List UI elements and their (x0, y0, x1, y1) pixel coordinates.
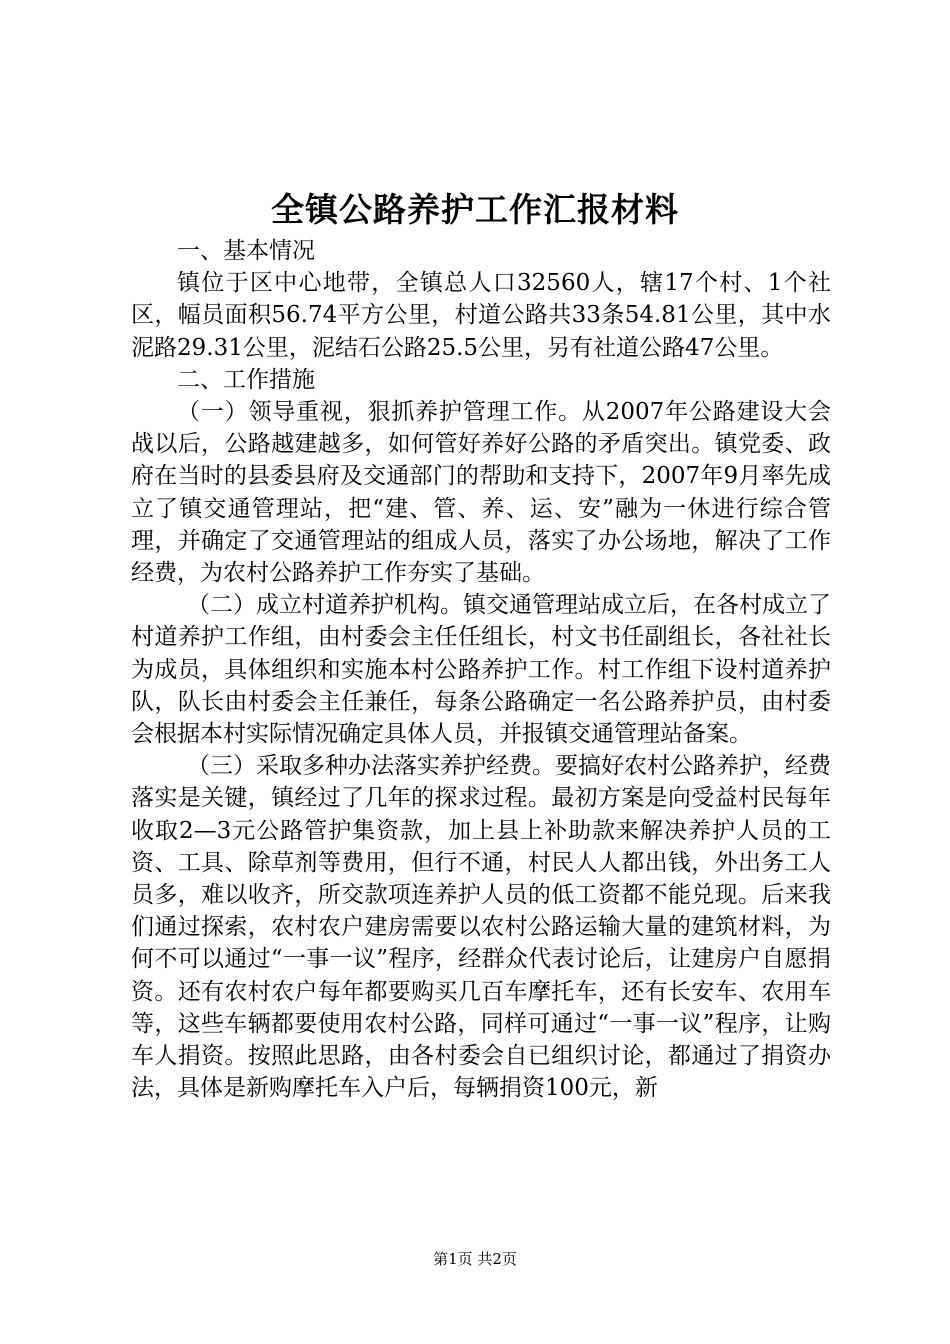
document-title: 全镇公路养护工作汇报材料 (271, 190, 679, 229)
paragraph-measure-1: （一）领导重视，狠抓养护管理工作。从2007年公路建设大会战以后，公路越建越多，如何管好养好公路的矛盾突出。镇党委、政府在当时的县委县府及交通部门的帮助和支持下，2007年9月率先成立了镇交通管理站，把“建、管、养、运、安”融为一休进行综合管理，并确定了交通管理站的组成人员，落实了办公场地，解决了工作经费，为农村公路养护工作夯实了基础。 (131, 399, 831, 587)
section-heading-basic-info: 一、基本情况 (177, 238, 315, 264)
paragraph-measure-3: （三）采取多种办法落实养护经费。要搞好农村公路养护，经费落实是关键，镇经过了几年的探求过程。最初方案是向受益村民每年收取2—3元公路管护集资款，加上县上补助款来解决养护人员的工资、工具、除草剂等费用，但行不通，村民人人都出钱，外出务工人员多，难以收齐，所交款项连养护人员的低工资都不能兑现。后来我们通过探索，农村农户建房需要以农村公路运输大量的建筑材料，为何不可以通过“一事一议”程序，经群众代表讨论后，让建房户自愿捐资。还有农村农户每年都要购买几百车摩托车，还有长安车、农用车等，这些车辆都要使用农村公路，同样可通过“一事一议”程序，让购车人捐资。按照此思路，由各村委会自已组织讨论，都通过了捐资办法，具体是新购摩托车入户后，每辆捐资100元，新 (131, 753, 831, 1102)
page-number-footer: 第1页 共2页 (433, 1250, 517, 1268)
paragraph-basic-info: 镇位于区中心地带，全镇总人口32560人，辖17个村、1个社区，幅员面积56.74平方公里，村道公路共33条54.81公里，其中水泥路29.31公里，泥结石公路25.5公里，另有社道公路47公里。 (131, 270, 831, 361)
document-body (131, 235, 831, 1104)
paragraph-measure-2: （二）成立村道养护机构。镇交通管理站成立后，在各村成立了村道养护工作组，由村委会主任任组长，村文书任副组长，各社社长为成员，具体组织和实施本村公路养护工作。村工作组下设村道养护队，队长由村委会主任兼任，每条公路确定一名公路养护员，由村委会根据本村实际情况确定具体人员，并报镇交通管理站备案。 (131, 592, 831, 748)
section-heading-work-measures: 二、工作措施 (177, 366, 315, 393)
